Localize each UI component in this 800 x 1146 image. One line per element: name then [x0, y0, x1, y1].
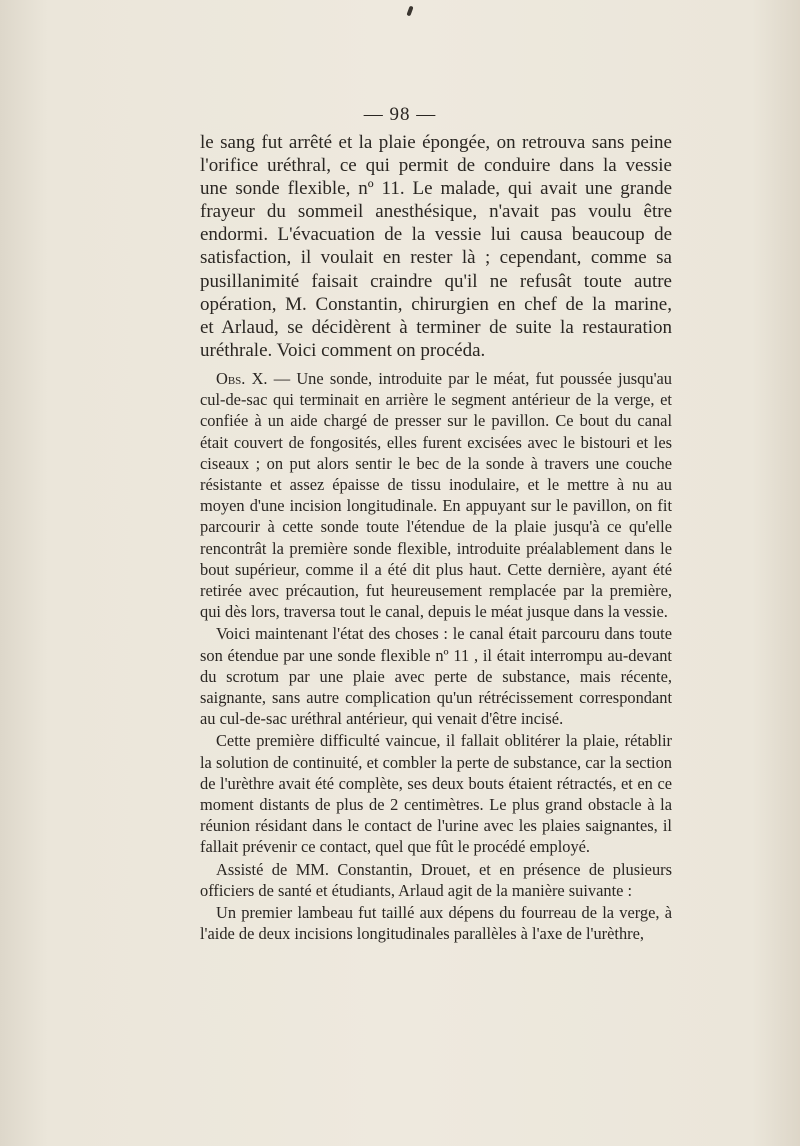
observation-paragraph: [200, 368, 672, 622]
text-line: une sonde flexible, nº 11. Le malade, qui avait une grande: [200, 178, 672, 200]
text-line: frayeur du sommeil anesthésique, n'avait pas voulu être: [200, 201, 672, 223]
text-line: opération, M. Constantin, chirurgien en chef de la marine,: [200, 293, 672, 315]
observation-text: Une sonde, introduite par le méat, fut poussée jusqu'au cul-de-sac qui terminait en arrière le segment antérieur de la verge, et confiée à un aide chargé de presser sur le pavillon. Ce bout du canal était couvert de fongosités, elles furent excisées avec le bistouri et les ciseaux ; on put alors sentir le bec de la sonde à travers une couche résistante et assez épaisse de tissu inodulaire, et le mettre à nu au moyen d'une incision longitudinale. En appuyant sur le pavillon, on fit parcourir à cette sonde toute l'étendue de la plaie jusqu'à ce qu'elle rencontrât la première sonde flexible, introduite préalablement dans le bout supérieur, comme il a été dit plus haut. Cette dernière, ayant été retirée avec précaution, fut heureusement remplacée par la première, qui dès lors, traversa tout le canal, depuis le méat jusque dans la vessie.: [200, 369, 672, 622]
text-line: endormi. L'évacuation de la vessie lui causa beaucoup de: [200, 224, 672, 246]
text-line: pusillanimité faisait craindre qu'il ne refusât toute autre: [200, 270, 672, 292]
ink-speck: [406, 6, 413, 17]
text-line: le sang fut arrêté et la plaie épongée, on retrouva sans peine: [200, 132, 672, 153]
text-line: et Arlaud, se décidèrent à terminer de suite la restauration: [200, 316, 672, 338]
page-number: — 98 —: [363, 104, 437, 125]
paragraph: Voici maintenant l'état des choses : le canal était parcouru dans toute son étendue par une sonde flexible nº 11 , il était interrompu au-devant du scrotum par une plaie avec perte de substance, mais récente, saignante, sans autre complication qu'un rétrécissement correspondant au cul-de-sac uréthral antérieur, qui venait d'être incisé.: [200, 624, 672, 729]
body-text-large: [200, 131, 672, 362]
observation-label: Obs. X. —: [216, 369, 291, 388]
text-line: l'orifice uréthral, ce qui permit de conduire dans la vessie: [200, 155, 672, 177]
paragraph: Cette première difficulté vaincue, il fallait oblitérer la plaie, rétablir la solution de continuité, et combler la perte de substance, car la section de l'urèthre avait été complète, ses deux bouts étaient rétractés, et en ce moment distants de plus de 2 centimètres. Le plus grand obstacle à la réunion résidant dans le contact de l'urine avec les plaies saignantes, il fallait prévenir ce contact, quel que fût le procédé employé.: [200, 731, 672, 857]
text-line: uréthrale. Voici comment on procéda.: [200, 339, 486, 361]
paragraph: Un premier lambeau fut taillé aux dépens du fourreau de la verge, à l'aide de deux incisions longitudinales parallèles à l'axe de l'urèthre,: [200, 903, 672, 944]
observation-section: [200, 368, 672, 945]
text-line: satisfaction, il voulait en rester là ; cependant, comme sa: [200, 247, 672, 269]
paragraph: Assisté de MM. Constantin, Drouet, et en présence de plusieurs officiers de santé et étudiants, Arlaud agit de la manière suivante :: [200, 859, 672, 900]
